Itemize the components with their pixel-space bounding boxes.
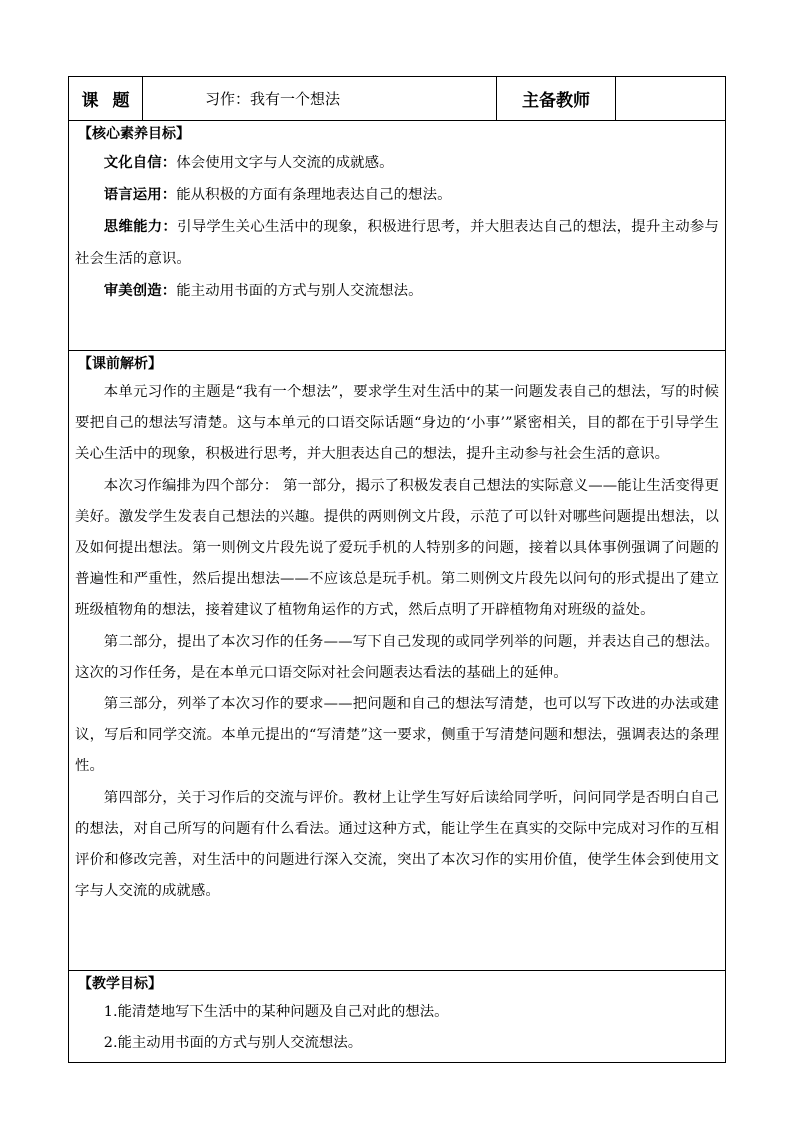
core-goal-label: 审美创造： bbox=[103, 281, 177, 299]
core-goal-label: 文化自信： bbox=[103, 154, 177, 171]
analysis-section bbox=[69, 351, 726, 971]
subject-label-char-1: 课 bbox=[81, 91, 99, 111]
core-goal-text: 体会使用文字与人交流的成就感。 bbox=[176, 155, 394, 171]
core-goal-text: 引导学生关心生活中的现象，积极进行思考，并大胆表达自己的想法，提升主动参与社会生活的意识。 bbox=[75, 219, 719, 267]
teaching-goals-heading: 【教学目标】 bbox=[78, 976, 162, 992]
core-goals-heading: 【核心素养目标】 bbox=[78, 126, 190, 142]
teacher-value bbox=[616, 77, 726, 121]
core-goal-item bbox=[75, 211, 719, 274]
analysis-row bbox=[69, 351, 726, 971]
subject-label-cell bbox=[69, 77, 143, 121]
analysis-paragraph: 本次习作编排为四个部分： 第一部分，揭示了积极发表自己想法的实际意义——能让生活变得更美好。激发学生发表自己想法的兴趣。提供的两则例文片段，示范了可以针对哪些问题提出想法，以及如何提出想法。第一则例文片段先说了爱玩手机的人特别多的问题，接着以具体事例强调了问题的普遍性和严重性，然后提出想法——不应该总是玩手机。第二则例文片段先以问句的形式提出了建立班级植物角的想法，接着建议了植物角运作的方式，然后点明了开辟植物角对班级的益处。 bbox=[75, 477, 719, 619]
core-goal-item bbox=[75, 275, 719, 307]
lesson-plan-table bbox=[68, 76, 726, 1063]
core-goal-item bbox=[75, 147, 719, 179]
subject-label-char-2: 题 bbox=[112, 91, 130, 111]
teaching-goal-item: 2.能主动用书面的方式与别人交流想法。 bbox=[103, 1035, 363, 1051]
core-goal-text: 能从积极的方面有条理地表达自己的想法。 bbox=[176, 187, 452, 204]
lesson-title: 习作：我有一个想法 bbox=[143, 77, 497, 121]
core-goal-label: 思维能力： bbox=[103, 218, 178, 236]
analysis-paragraph: 第二部分，提出了本次习作的任务——写下自己发现的或同学列举的问题，并表达自己的想法。这次的习作任务，是在本单元口语交际对社会问题表达看法的基础上的延伸。 bbox=[75, 633, 719, 681]
analysis-paragraph: 本单元习作的主题是“我有一个想法”，要求学生对生活中的某一问题发表自己的想法，写的时候要把自己的想法写清楚。这与本单元的口语交际话题“身边的‘小事’”紧密相关，目的都在于引导学生关心生活中的现象，积极进行思考，并大胆表达自己的想法，提升主动参与社会生活的意识。 bbox=[75, 384, 719, 463]
teaching-goals-section bbox=[69, 971, 726, 1063]
core-goals-row bbox=[69, 121, 726, 351]
core-goal-text: 能主动用书面的方式与别人交流想法。 bbox=[176, 282, 423, 299]
core-goal-item bbox=[75, 179, 719, 211]
teaching-goals-row bbox=[69, 971, 726, 1063]
core-goals-section bbox=[69, 121, 726, 351]
analysis-paragraph: 第四部分，关于习作后的交流与评价。教材上让学生写好后读给同学听，问问同学是否明白自己的想法，对自己所写的问题有什么看法。通过这种方式，能让学生在真实的交际中完成对习作的互相评价和修改完善，对生活中的问题进行深入交流，突出了本次习作的实用价值，使学生体会到使用文字与人交流的成就感。 bbox=[75, 789, 719, 900]
analysis-heading: 【课前解析】 bbox=[78, 356, 162, 372]
analysis-paragraph: 第三部分，列举了本次习作的要求——把问题和自己的想法写清楚，也可以写下改进的办法或建议，写后和同学交流。本单元提出的“写清楚”这一要求，侧重于写清楚问题和想法，强调表达的条理性。 bbox=[75, 696, 719, 775]
core-goal-label: 语言运用： bbox=[103, 186, 177, 204]
header-row bbox=[69, 77, 726, 121]
teaching-goal-item: 1.能清楚地写下生活中的某种问题及自己对此的想法。 bbox=[103, 1004, 449, 1020]
teacher-label: 主备教师 bbox=[497, 77, 616, 121]
